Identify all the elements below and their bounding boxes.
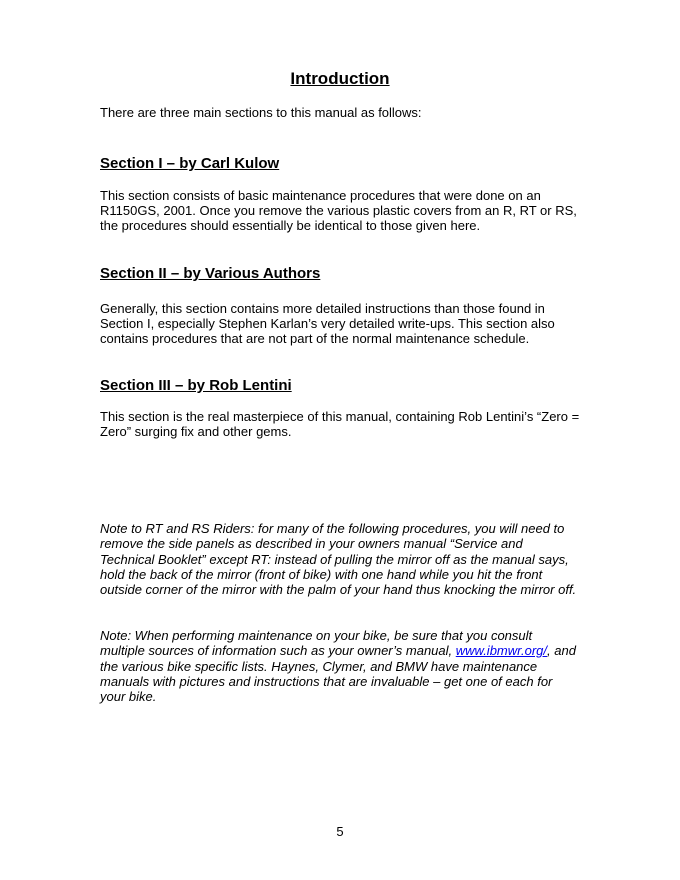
section-2-body: Generally, this section contains more detailed instructions than those found in Section I, especially Stephen Karlan’s very detailed write-ups. This section also contains procedures that are not part of the normal maintenance schedule. (100, 301, 555, 347)
section-3-body: This section is the real masterpiece of this manual, containing Rob Lentini’s “Zero = Zero” surging fix and other gems. (100, 409, 580, 440)
note-maintenance-text-after: , and the various bike specific lists. Haynes, Clymer, and BMW have maintenance manuals with pictures and instructions that are invaluable – get one of each for your bike. (100, 643, 576, 705)
section-1-body: This section consists of basic maintenance procedures that were done on an R1150GS, 2001. Once you remove the various plastic covers from an R, RT or RS, the procedures should essentially be identical to those given here. (100, 188, 577, 234)
section-1-heading: Section I – by Carl Kulow (100, 155, 280, 172)
intro-paragraph: There are three main sections to this manual as follows: (100, 105, 422, 120)
note-rt-rs-riders: Note to RT and RS Riders: for many of the following procedures, you will need to remove the side panels as described in your owners manual “Service and Technical Booklet” except RT: instead of pulling the mirror off as the manual says, hold the back of the mirror (front of bike) with one hand while you hit the front outside corner of the mirror with the palm of your hand thus knocking the mirror off. (100, 521, 577, 598)
note-maintenance-text-before: Note: When performing maintenance on your bike, be sure that you consult multiple sources of information such as your owner’s manual, (100, 628, 533, 659)
section-2-heading: Section II – by Various Authors (100, 265, 321, 282)
note-maintenance (100, 628, 580, 704)
page-number: 5 (336, 824, 344, 839)
section-3-heading: Section III – by Rob Lentini (100, 377, 292, 394)
page-title: Introduction (290, 69, 390, 88)
ibmwr-link[interactable]: www.ibmwr.org/ (455, 643, 548, 659)
